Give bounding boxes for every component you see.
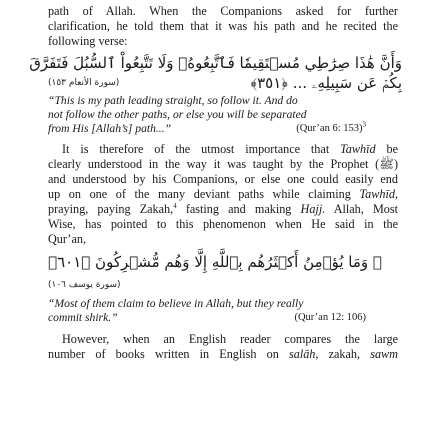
- body-line: clarification, he told them that it was his path and he recited the: [48, 19, 398, 33]
- body-line: Qur’an,: [48, 232, 87, 246]
- body-line: up on one of the many deviant paths while claiming Tawhīd,: [48, 187, 398, 201]
- verse-translation-line: from His [Allah’s] path...” (Qur’an 6: 153)$^3$: [48, 120, 366, 135]
- body-line: and understood by his Companions, or else one could easily end: [48, 172, 398, 186]
- verse-translation-line: commit shirk.” (Qur’an 12: 106): [48, 311, 366, 324]
- body-line: clearly understood in the way it was taught by the Prophet (ﷺ): [48, 157, 398, 171]
- footnote-marker: 4: [173, 201, 177, 210]
- arabic-verse-reference: (سورة يوسف ١٠٦): [48, 280, 121, 290]
- body-line: However, when an English reader compares the large: [62, 332, 398, 346]
- body-line: path of Allah. When the Companions asked for further: [48, 4, 398, 18]
- arabic-verse-line: ﴿ وَمَا يُؤۡمِنُ أَكۡثَرُهُم بِٱللَّهِ إِلَّا وَهُم مُّشۡرِكُونَ ﴿١٠٦﴾: [48, 253, 382, 271]
- body-line: It is therefore of the utmost importance that Tawhīd be: [62, 142, 398, 156]
- arabic-verse-line: وَأَنَّ هَٰذَا صِرَٰطِي مُسۡتَقِيمٗا فَٱتَّبِعُوهُۖ وَلَا تَتَّبِعُواْ ٱلسُّبُلَ فَتَفَرَّقَ: [29, 54, 402, 72]
- verse-translation-line: not follow the other paths, or else you will be separated: [48, 108, 307, 121]
- arabic-verse-reference: (سورة الأنعام ١٥٣): [48, 78, 120, 88]
- body-line: number of books written in English on salāh, zakah, sawm: [48, 347, 398, 361]
- verse-translation-line: “This is my path leading straight, so follow it. And do: [48, 94, 298, 107]
- cut-off-top-line: [48, 0, 398, 2]
- body-line: following verse:: [48, 34, 128, 48]
- verse-reference: (Qur’an 12: 106): [294, 312, 366, 323]
- body-line: praying, paying Zakah,$^4$ fasting and making Hajj. Allah, Most: [48, 201, 399, 216]
- body-line: Wise, has pointed to this phenomenon when He said in the: [48, 217, 398, 231]
- verse-translation-line: “Most of them claim to believe in Allah, but they really: [48, 297, 304, 310]
- footnote-marker: 3: [362, 120, 366, 129]
- arabic-verse-line: بِكُمۡ عَن سَبِيلِهِۦ ... ﴿١٥٣﴾: [250, 74, 402, 92]
- verse-reference: (Qur’an 6: 153)$^3$: [296, 120, 366, 134]
